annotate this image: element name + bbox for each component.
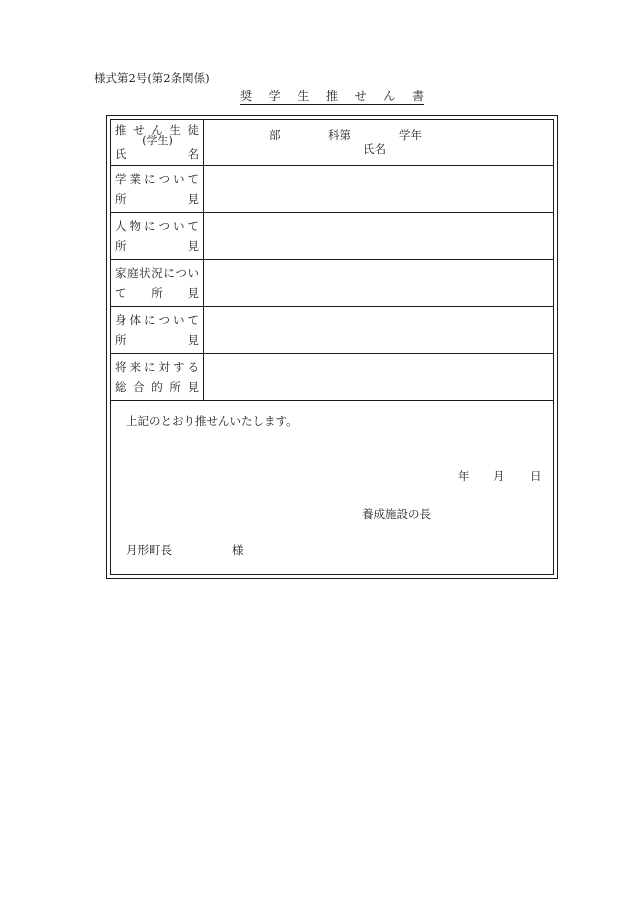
title-char: 書 xyxy=(411,89,424,103)
future-row xyxy=(111,354,553,401)
recommendation-table xyxy=(110,119,554,575)
future-label: 将 来 に 対 す る 総 合 的 所 見 xyxy=(111,354,204,400)
family-row xyxy=(111,260,553,307)
dept-label: 部 xyxy=(269,128,281,142)
course-label: 科第 xyxy=(328,128,351,142)
document-title xyxy=(240,89,424,105)
academics-row xyxy=(111,166,553,213)
academics-label: 学 業 に つ い て 所 見 xyxy=(111,166,204,212)
title-char: 学 xyxy=(268,89,281,103)
addressee: 月形町長 xyxy=(126,543,172,557)
character-label: 人 物 に つ い て 所 見 xyxy=(111,213,204,259)
date-month-label: 月 xyxy=(493,469,505,483)
student-label-line2: 氏 名 xyxy=(115,147,199,161)
character-row xyxy=(111,213,553,260)
health-row xyxy=(111,307,553,354)
family-label: 家 庭 状 況 に つ い て 所 見 xyxy=(111,260,204,306)
title-char: 生 xyxy=(297,89,310,103)
date-year-label: 年 xyxy=(458,469,470,483)
recommendation-footer xyxy=(111,401,553,574)
title-char: 推 xyxy=(325,89,338,103)
student-label xyxy=(111,120,204,165)
title-char: ん xyxy=(383,89,396,103)
health-label: 身 体 に つ い て 所 見 xyxy=(111,307,204,353)
date-day-label: 日 xyxy=(530,469,542,483)
student-row xyxy=(111,120,553,166)
recommendation-statement: 上記のとおり推せんいたします。 xyxy=(126,414,298,428)
honorific: 様 xyxy=(232,543,244,557)
form-number: 様式第2号(第2条関係) xyxy=(94,71,210,85)
title-char: せ xyxy=(354,89,367,103)
name-label: 氏名 xyxy=(363,142,386,156)
grade-label: 学年 xyxy=(399,128,422,142)
student-label-line1: 推 せ ん 生 徒 xyxy=(115,123,199,137)
title-char: 奨 xyxy=(240,89,253,103)
signer-title: 養成施設の長 xyxy=(362,507,431,521)
student-label-sub: (学生) xyxy=(142,134,173,147)
